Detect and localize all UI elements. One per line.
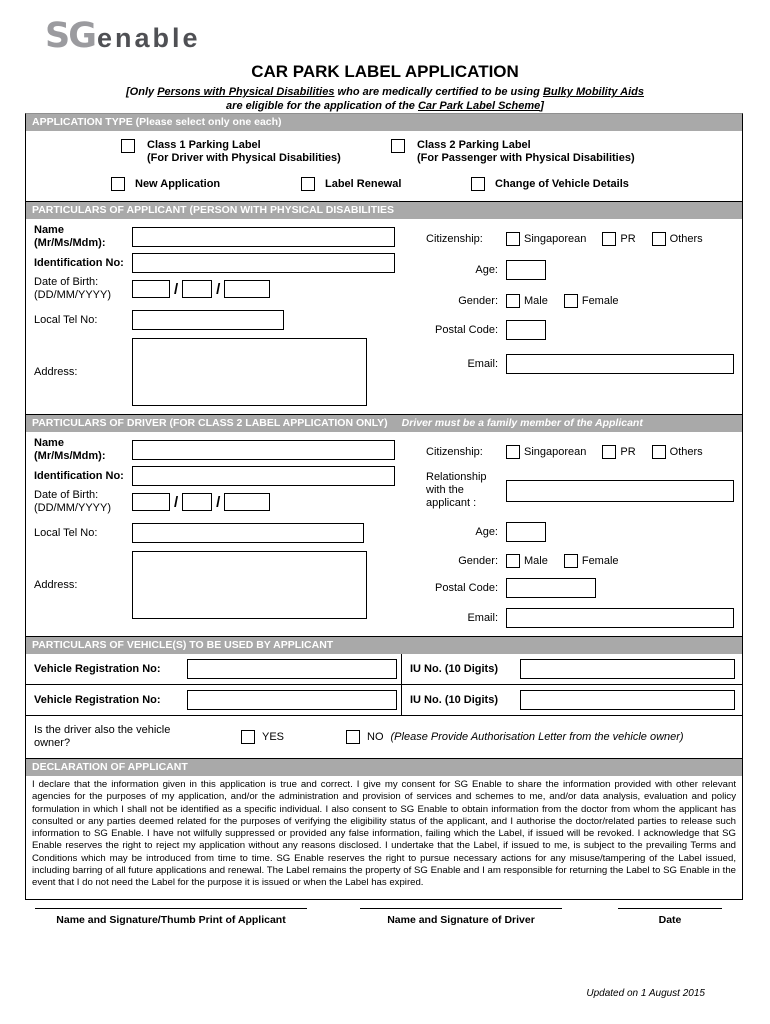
applicant-gender-label: Gender:: [458, 294, 498, 307]
option-label-renewal: [301, 177, 471, 191]
applicant-dob-year-input[interactable]: [224, 280, 270, 298]
vehicle-2-registration-label: Vehicle Registration No:: [34, 694, 161, 706]
subtitle-text: are eligible for the application of the: [226, 100, 418, 112]
owner-yes-label: YES: [262, 731, 285, 743]
driver-postal-input[interactable]: [506, 578, 596, 598]
section-application-type: [25, 131, 743, 202]
driver-gender-male-checkbox[interactable]: [506, 554, 520, 568]
class2-subtitle: (For Passenger with Physical Disabilities): [417, 152, 635, 164]
driver-dob-day-input[interactable]: [132, 493, 170, 511]
date-separator: /: [174, 493, 179, 511]
declaration-text: I declare that the information given in this application is true and correct. I give my consent for SG Enable to share the information provided with other relevant agencies for the purposes of my application, and/or the administration and provision of services and schemes to me, and/or data analysis, evaluation and policy formulation in which I shall not be identified as a specific individual. I also consent to SG Enable to obtain information from the doctor from whom the applicant has consulted or any parties deemed related for the purposes of verifying the eligibility status of the applicant, and I authorise the doctor/related parties to release such information to SG Enable. I have not wilfully suppressed or provided any false information, failing which the Label, if issued will be revoked. I acknowledge that SG Enable reserves the right to reject my application without any reasons disclosed. I undertake that the Label, if issued to me, is subject to the prevailing Terms and Conditions which may be introduced from time to time. SG Enable reserves the right to pursue necessary actions for any misuse/tampering of the Label issued, including barring of all future applications and renewal. The Label remains the property of SG Enable and I am responsible for returning the Label to SG Enable in the event that I do not need the Label for the purpose it is issued or when the Label has expired.: [32, 779, 736, 889]
updated-date-note: Updated on 1 August 2015: [586, 988, 705, 999]
subtitle-text: who are medically certified to be using: [334, 86, 543, 98]
driver-id-label: Identification No:: [34, 469, 124, 482]
driver-relationship-row: [426, 471, 734, 510]
driver-name-label: Name (Mr/Ms/Mdm):: [34, 437, 106, 462]
page-subtitle: [0, 85, 770, 113]
section-vehicle: [25, 654, 743, 759]
vehicle-2-iu-input[interactable]: [520, 690, 735, 710]
applicant-dob-label: Date of Birth: (DD/MM/YYYY): [34, 276, 111, 301]
date-signature-line[interactable]: Date: [618, 908, 722, 926]
vehicle-1-iu-input[interactable]: [520, 659, 735, 679]
driver-citizenship-row: [426, 445, 734, 459]
applicant-name-label: Name (Mr/Ms/Mdm):: [34, 224, 106, 249]
date-separator: /: [216, 280, 221, 298]
section-header-driver: [25, 415, 743, 432]
applicant-email-row: [426, 354, 734, 374]
driver-gender-row: [426, 554, 734, 568]
subtitle-line2: [0, 99, 770, 113]
driver-tel-input[interactable]: [132, 523, 364, 543]
driver-citizenship-others-checkbox[interactable]: [652, 445, 666, 459]
applicant-name-input[interactable]: [132, 227, 395, 247]
subtitle-underlined-text: Persons with Physical Disabilities: [157, 86, 335, 98]
applicant-dob-month-input[interactable]: [182, 280, 212, 298]
driver-email-row: [426, 608, 734, 628]
driver-left-column: [34, 437, 404, 631]
applicant-name-row: [34, 224, 404, 250]
applicant-gender-male-checkbox[interactable]: [506, 294, 520, 308]
application-form: [25, 113, 743, 900]
applicant-gender-female-checkbox[interactable]: [564, 294, 578, 308]
driver-id-input[interactable]: [132, 466, 395, 486]
applicant-citizenship-singaporean-checkbox[interactable]: [506, 232, 520, 246]
section-header-vehicle: PARTICULARS OF VEHICLE(S) TO BE USED BY APPLICANT: [25, 637, 743, 654]
applicant-age-label: Age:: [475, 263, 498, 276]
vehicle-2-iu-label: IU No. (10 Digits): [410, 694, 499, 706]
vehicle-2-iu: [401, 685, 743, 715]
class1-title: Class 1 Parking Label: [147, 139, 261, 151]
applicant-age-input[interactable]: [506, 260, 546, 280]
owner-no-option: [346, 730, 684, 744]
logo-name: enable: [96, 23, 201, 53]
applicant-id-input[interactable]: [132, 253, 395, 273]
applicant-id-row: [34, 253, 404, 273]
applicant-tel-row: [34, 310, 404, 330]
change-vehicle-details-label: Change of Vehicle Details: [495, 178, 629, 190]
applicant-email-label: Email:: [467, 357, 498, 370]
vehicle-owner-row: [26, 716, 742, 758]
applicant-citizenship-row: [426, 232, 734, 246]
driver-postal-row: [426, 578, 734, 598]
driver-dob-label: Date of Birth: (DD/MM/YYYY): [34, 489, 111, 514]
driver-id-row: [34, 466, 404, 486]
driver-citizenship-others-label: Others: [669, 446, 703, 458]
driver-name-input[interactable]: [132, 440, 395, 460]
applicant-postal-row: [426, 320, 734, 340]
class2-checkbox[interactable]: [391, 139, 405, 153]
driver-right-column: [404, 437, 734, 631]
owner-no-checkbox[interactable]: [346, 730, 360, 744]
class1-checkbox[interactable]: [121, 139, 135, 153]
applicant-signature-line[interactable]: Name and Signature/Thumb Print of Applicant: [35, 908, 307, 926]
driver-gender-female-label: Female: [581, 555, 619, 567]
driver-address-row: [34, 551, 404, 619]
class2-label: [417, 139, 635, 165]
class1-choice: [121, 139, 391, 165]
new-application-checkbox[interactable]: [111, 177, 125, 191]
vehicle-2-registration-input[interactable]: [187, 690, 397, 710]
vehicle-1-registration-input[interactable]: [187, 659, 397, 679]
applicant-right-column: [404, 224, 734, 409]
driver-email-label: Email:: [467, 611, 498, 624]
section-header-application-type: APPLICATION TYPE (Please select only one each): [25, 113, 743, 131]
applicant-address-input[interactable]: [132, 338, 367, 406]
driver-citizenship-singaporean-label: Singaporean: [524, 446, 587, 458]
section-header-applicant: PARTICULARS OF APPLICANT (PERSON WITH PHYSICAL DISABILITIES: [25, 202, 743, 219]
class-choice-row: [26, 131, 742, 168]
applicant-gender-row: [426, 294, 734, 308]
driver-dob-year-input[interactable]: [224, 493, 270, 511]
applicant-gender-male-label: Male: [524, 295, 548, 307]
driver-gender-male-label: Male: [524, 555, 548, 567]
option-new-application: [111, 177, 301, 191]
owner-yes-option: [241, 730, 284, 744]
label-renewal-label: Label Renewal: [325, 178, 402, 190]
section-driver: [25, 432, 743, 637]
subtitle-underlined-text: Car Park Label Scheme: [417, 100, 541, 112]
vehicle-row-2: [26, 685, 742, 716]
new-application-label: New Application: [135, 178, 221, 190]
driver-age-label: Age:: [475, 525, 498, 538]
vehicle-1-registration: [26, 654, 401, 684]
applicant-age-row: [426, 260, 734, 280]
vehicle-2-registration: [26, 685, 401, 715]
driver-email-input[interactable]: [506, 608, 734, 628]
section-declaration: [25, 776, 743, 900]
applicant-dob-day-input[interactable]: [132, 280, 170, 298]
driver-relationship-input[interactable]: [506, 480, 734, 502]
vehicle-1-iu: [401, 654, 743, 684]
date-separator: /: [216, 493, 221, 511]
driver-citizenship-singaporean-checkbox[interactable]: [506, 445, 520, 459]
driver-section-note: Driver must be a family member of the Applicant: [401, 417, 643, 429]
change-vehicle-details-checkbox[interactable]: [471, 177, 485, 191]
page-title: CAR PARK LABEL APPLICATION: [251, 62, 519, 81]
applicant-tel-label: Local Tel No:: [34, 313, 98, 326]
applicant-left-column: [34, 224, 404, 409]
driver-gender-female-checkbox[interactable]: [564, 554, 578, 568]
subtitle-text: [Only: [126, 86, 158, 98]
driver-address-input[interactable]: [132, 551, 367, 619]
vehicle-1-registration-label: Vehicle Registration No:: [34, 663, 161, 675]
applicant-citizenship-singaporean-label: Singaporean: [524, 233, 587, 245]
driver-signature-line[interactable]: Name and Signature of Driver: [360, 908, 562, 926]
vehicle-owner-question: Is the driver also the vehicle owner?: [34, 724, 171, 749]
date-separator: /: [174, 280, 179, 298]
applicant-citizenship-pr-label: PR: [620, 233, 636, 245]
applicant-citizenship-pr-checkbox[interactable]: [602, 232, 616, 246]
owner-yes-checkbox[interactable]: [241, 730, 255, 744]
owner-no-note: (Please Provide Authorisation Letter from the vehicle owner): [390, 731, 684, 743]
driver-address-label: Address:: [34, 578, 78, 591]
driver-age-input[interactable]: [506, 522, 546, 542]
class1-label: [147, 139, 341, 165]
applicant-gender-female-label: Female: [581, 295, 619, 307]
applicant-id-label: Identification No:: [34, 256, 124, 269]
applicant-postal-label: Postal Code:: [435, 323, 498, 336]
class2-choice: [391, 139, 635, 165]
logo-mark: SG: [45, 16, 95, 56]
driver-tel-label: Local Tel No:: [34, 526, 98, 539]
driver-name-row: [34, 437, 404, 463]
driver-section-title: PARTICULARS OF DRIVER (FOR CLASS 2 LABEL APPLICATION ONLY): [32, 417, 388, 429]
section-header-declaration: DECLARATION OF APPLICANT: [25, 759, 743, 776]
applicant-address-row: [34, 338, 404, 406]
driver-dob-row: [34, 489, 404, 515]
applicant-dob-row: [34, 276, 404, 302]
vehicle-row-1: [26, 654, 742, 685]
label-renewal-checkbox[interactable]: [301, 177, 315, 191]
owner-no-label: NO: [367, 731, 384, 743]
class1-subtitle: (For Driver with Physical Disabilities): [147, 152, 341, 164]
driver-dob-month-input[interactable]: [182, 493, 212, 511]
applicant-address-label: Address:: [34, 365, 78, 378]
driver-relationship-label: Relationship with the applicant :: [426, 471, 487, 509]
applicant-email-input[interactable]: [506, 354, 734, 374]
application-option-row: [26, 168, 742, 201]
class2-title: Class 2 Parking Label: [417, 139, 531, 151]
driver-gender-label: Gender:: [458, 554, 498, 567]
driver-citizenship-label: Citizenship:: [426, 445, 483, 458]
subtitle-line1: [0, 85, 770, 99]
driver-postal-label: Postal Code:: [435, 581, 498, 594]
applicant-citizenship-others-checkbox[interactable]: [652, 232, 666, 246]
driver-age-row: [426, 522, 734, 542]
applicant-postal-input[interactable]: [506, 320, 546, 340]
applicant-citizenship-others-label: Others: [669, 233, 703, 245]
section-applicant: [25, 219, 743, 415]
option-change-vehicle-details: [471, 177, 629, 191]
applicant-tel-input[interactable]: [132, 310, 284, 330]
applicant-citizenship-label: Citizenship:: [426, 232, 483, 245]
driver-citizenship-pr-label: PR: [620, 446, 636, 458]
subtitle-underlined-text: Bulky Mobility Aids: [542, 86, 644, 98]
driver-tel-row: [34, 523, 404, 543]
subtitle-text: ]: [540, 100, 544, 112]
driver-citizenship-pr-checkbox[interactable]: [602, 445, 616, 459]
vehicle-1-iu-label: IU No. (10 Digits): [410, 663, 499, 675]
sg-enable-logo: [45, 16, 200, 56]
